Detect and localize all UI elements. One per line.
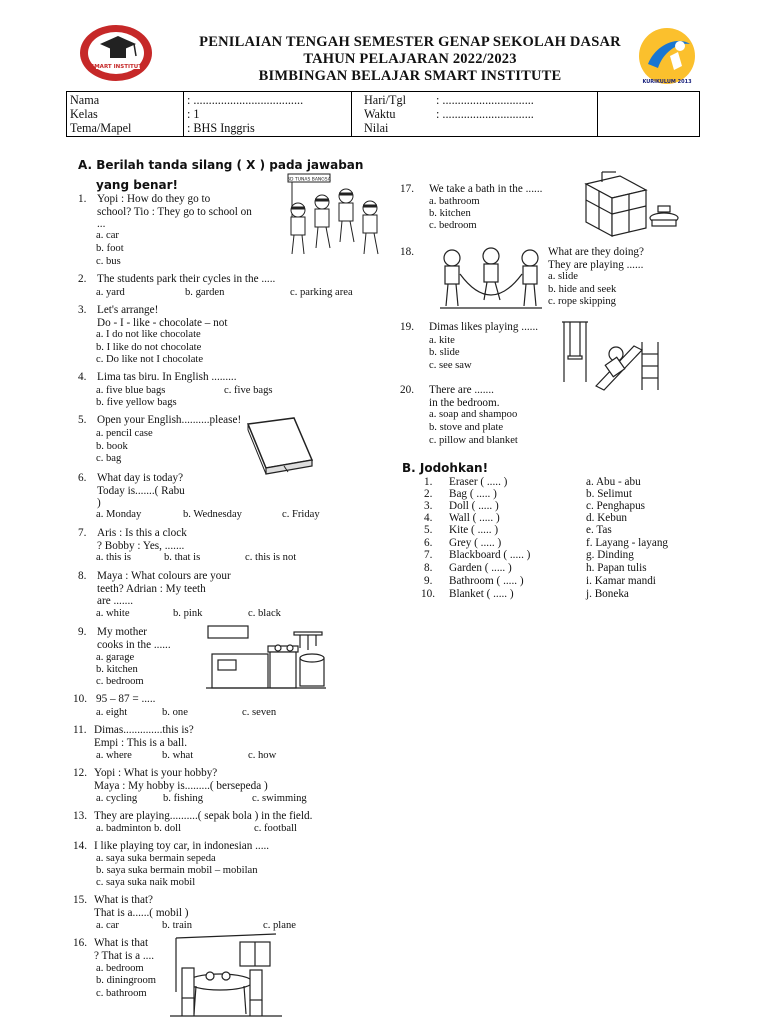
tema-mapel-label: Tema/Mapel (70, 121, 132, 135)
matching-row: 6. (424, 537, 433, 549)
answer-option[interactable]: b. I like do not chocolate (96, 342, 202, 353)
matching-answer: c. Penghapus (586, 500, 646, 512)
answer-option[interactable]: c. Do like not I chocolate (96, 354, 204, 365)
answer-option[interactable]: b. saya suka bermain mobil – mobilan (96, 865, 258, 876)
answer-option[interactable]: b. stove and plate (429, 422, 504, 433)
book-illustration (244, 414, 316, 476)
matching-word[interactable]: Grey ( ..... ) (449, 537, 502, 549)
matching-word[interactable]: Garden ( ..... ) (449, 562, 512, 574)
answer-option[interactable]: a. kite (429, 335, 455, 346)
matching-row: 2. (424, 488, 433, 500)
hari-tgl-field[interactable]: : .............................. (436, 93, 534, 107)
answer-option[interactable]: b. one (162, 707, 188, 718)
answer-option[interactable]: a. car (96, 920, 119, 931)
rope-skipping-illustration (436, 244, 546, 312)
answer-option[interactable]: c. bag (96, 453, 122, 464)
matching-row: 8. (424, 562, 433, 574)
answer-option[interactable]: a. soap and shampoo (429, 409, 518, 420)
answer-option[interactable]: b. foot (96, 243, 124, 254)
matching-answer: a. Abu - abu (586, 476, 641, 488)
svg-text:SMART INSTITUTE: SMART INSTITUTE (90, 64, 146, 70)
answer-option[interactable]: b. book (96, 441, 128, 452)
answer-option[interactable]: c. see saw (429, 360, 472, 371)
tema-mapel-value: : BHS Inggris (187, 121, 255, 135)
answer-option[interactable]: a. cycling (96, 793, 138, 804)
answer-option[interactable]: c. how (248, 750, 277, 761)
answer-option[interactable]: a. five blue bags (96, 385, 166, 396)
matching-word[interactable]: Kite ( ..... ) (449, 524, 499, 536)
answer-option[interactable]: c. saya suka naik mobil (96, 877, 196, 888)
answer-option[interactable]: a. Monday (96, 509, 142, 520)
answer-option[interactable]: c. rope skipping (548, 296, 616, 307)
answer-option[interactable]: b. kitchen (429, 208, 471, 219)
section-b-title: B. Jodohkan! (402, 461, 489, 475)
slide-illustration (556, 316, 666, 396)
answer-option[interactable]: a. bathroom (429, 196, 480, 207)
matching-word[interactable]: Wall ( ..... ) (449, 512, 500, 524)
table-row (67, 94, 699, 107)
matching-word[interactable]: Bag ( ..... ) (449, 488, 497, 500)
students-walking-illustration (276, 172, 396, 262)
matching-word[interactable]: Bathroom ( ..... ) (449, 575, 524, 587)
answer-option[interactable]: c. parking area (290, 287, 353, 298)
matching-word[interactable]: Blanket ( ..... ) (449, 588, 514, 600)
matching-word[interactable]: Eraser ( ..... ) (449, 476, 508, 488)
answer-option[interactable]: a. I do not like chocolate (96, 329, 201, 340)
svg-text:KURIKULUM 2013: KURIKULUM 2013 (642, 79, 692, 85)
answer-option[interactable]: b. what (162, 750, 194, 761)
answer-option[interactable]: c. seven (242, 707, 277, 718)
answer-option[interactable]: a. slide (548, 271, 579, 282)
answer-option[interactable]: a. white (96, 608, 130, 619)
nama-field[interactable]: : .................................... (187, 93, 304, 107)
matching-word[interactable]: Doll ( ..... ) (449, 500, 499, 512)
waktu-field[interactable]: : .............................. (436, 107, 534, 121)
matching-answer: d. Kebun (586, 512, 628, 524)
answer-option[interactable]: b. that is (164, 552, 201, 563)
answer-option[interactable]: c. bus (96, 256, 121, 267)
exam-title (130, 34, 690, 85)
bathroom-illustration (576, 170, 684, 240)
answer-option[interactable]: a. pencil case (96, 428, 153, 439)
answer-option[interactable]: b. garden (185, 287, 225, 298)
header (0, 0, 768, 92)
title-line-2: TAHUN PELAJARAN 2022/2023 (303, 51, 517, 67)
svg-text:SD TUNAS BANGSA: SD TUNAS BANGSA (287, 177, 331, 183)
answer-option[interactable]: c. bedroom (96, 676, 144, 687)
student-identity-table (66, 91, 700, 137)
title-line-3: BIMBINGAN BELAJAR SMART INSTITUTE (258, 68, 562, 84)
answer-option[interactable]: c. pillow and blanket (429, 435, 518, 446)
answer-option[interactable]: b. five yellow bags (96, 397, 177, 408)
dining-room-illustration (166, 932, 286, 1020)
answer-option[interactable]: c. bathroom (96, 988, 147, 999)
matching-answer: e. Tas (586, 524, 612, 536)
answer-option[interactable]: b. diningroom (96, 975, 157, 986)
answer-option[interactable]: a. where (96, 750, 132, 761)
answer-option[interactable]: b. train (162, 920, 193, 931)
nilai-label: Nilai (364, 121, 389, 135)
answer-option[interactable]: c. five bags (224, 385, 273, 396)
matching-answer: i. Kamar mandi (586, 575, 656, 587)
table-row (67, 122, 699, 135)
answer-option[interactable]: a. yard (96, 287, 125, 298)
answer-option[interactable]: c. this is not (245, 552, 297, 563)
answer-option[interactable]: a. eight (96, 707, 128, 718)
matching-word[interactable]: Blackboard ( ..... ) (449, 549, 531, 561)
answer-option[interactable]: a. badminton b. doll (96, 823, 182, 834)
title-line-1: PENILAIAN TENGAH SEMESTER GENAP SEKOLAH DASAR (199, 34, 621, 50)
matching-answer: g. Dinding (586, 549, 634, 561)
answer-option[interactable]: c. bedroom (429, 220, 477, 231)
section-a-title: A. Berilah tanda silang ( X ) pada jawaban yang benar! (78, 158, 364, 192)
waktu-label: Waktu (364, 107, 396, 121)
kelas-label: Kelas (70, 107, 98, 121)
matching-row: 4. (424, 512, 433, 524)
nama-label: Nama (70, 93, 100, 107)
matching-row: 7. (424, 549, 433, 561)
answer-option[interactable]: a. saya suka bermain sepeda (96, 853, 216, 864)
answer-option[interactable]: a. bedroom (96, 963, 144, 974)
answer-option[interactable]: c. plane (263, 920, 296, 931)
kurikulum-2013-logo (634, 26, 700, 90)
answer-option[interactable]: a. garage (96, 652, 135, 663)
kitchen-illustration (204, 624, 328, 692)
hari-tgl-label: Hari/Tgl (364, 93, 406, 107)
matching-row: 9. (424, 575, 433, 587)
answer-option[interactable]: c. swimming (252, 793, 307, 804)
answer-option[interactable]: c. black (248, 608, 281, 619)
answer-option[interactable]: c. football (254, 823, 297, 834)
answer-option[interactable]: b. pink (173, 608, 203, 619)
answer-option[interactable]: a. this is (96, 552, 132, 563)
answer-option[interactable]: c. Friday (282, 509, 320, 520)
matching-answer: j. Boneka (586, 588, 629, 600)
answer-option[interactable]: a. car (96, 230, 119, 241)
matching-answer: f. Layang - layang (586, 537, 669, 549)
kelas-value: : 1 (187, 107, 200, 121)
table-row (67, 108, 699, 121)
matching-row: 5. (424, 524, 433, 536)
answer-option[interactable]: b. kitchen (96, 664, 138, 675)
answer-option[interactable]: b. Wednesday (183, 509, 242, 520)
matching-answer: h. Papan tulis (586, 562, 647, 574)
answer-option[interactable]: b. slide (429, 347, 460, 358)
matching-row: 1. (424, 476, 433, 488)
matching-row: 3. (424, 500, 433, 512)
matching-row: 10. (421, 588, 435, 600)
answer-option[interactable]: b. hide and seek (548, 284, 617, 295)
matching-answer: b. Selimut (586, 488, 632, 500)
answer-option[interactable]: b. fishing (163, 793, 204, 804)
